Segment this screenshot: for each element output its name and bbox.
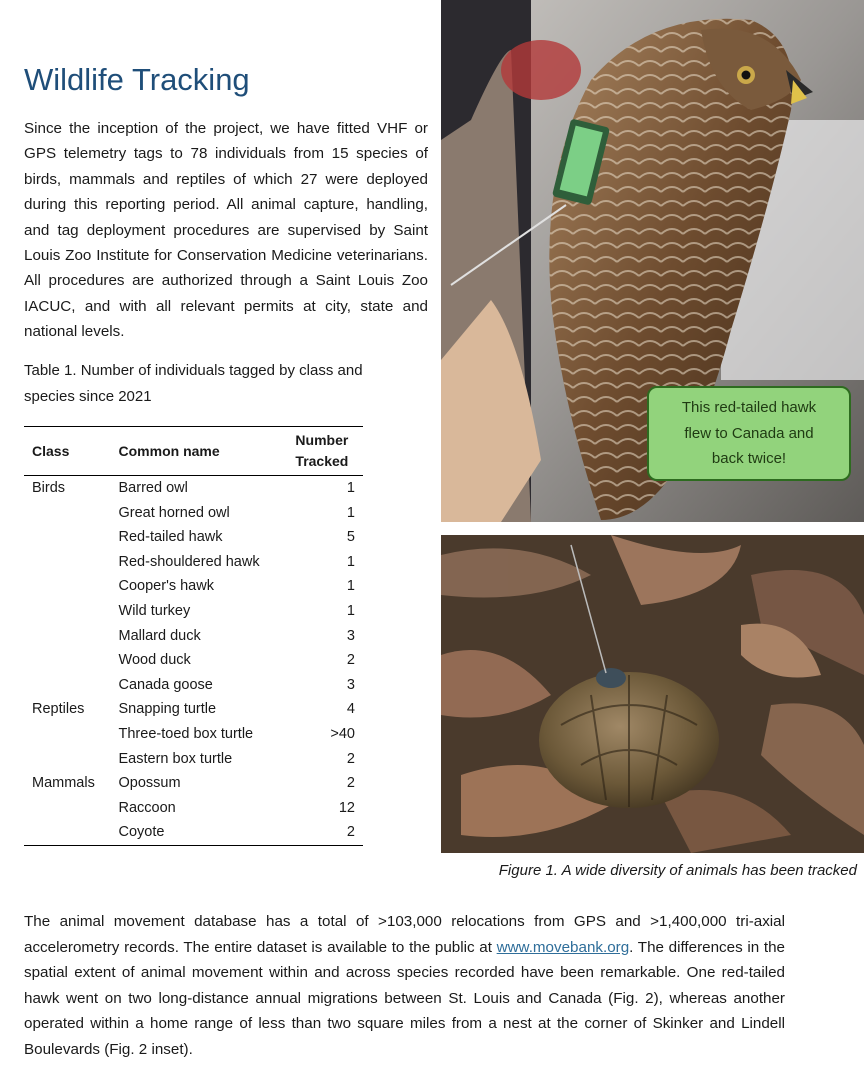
table-row: [24, 525, 363, 550]
table-row: [24, 796, 363, 821]
cell-class: [24, 599, 111, 624]
table-row: [24, 501, 363, 526]
cell-class: [24, 525, 111, 550]
cell-number-tracked: 1: [346, 480, 355, 496]
header-number-tracked: Number Tracked: [291, 427, 363, 476]
cell-class: [24, 673, 111, 698]
cell-class: [24, 574, 111, 599]
table-row: [24, 599, 363, 624]
cell-class: Mammals: [32, 775, 95, 792]
header-common-name: Common name: [111, 427, 292, 476]
cell-class: [24, 624, 111, 649]
cell-number-tracked: 1: [346, 578, 355, 595]
database-paragraph: The animal movement database has a total of >103,000 relocations from GPS and >1,400,000 tri-axial accelerometry records. The entire dataset is available to the public at www.movebank.org. The differences in the spatial extent of animal movement within and across species recorded have been remarkable. One red-tailed hawk went on two long-distance annual migrations between St. Louis and Canada (Fig. 2), whereas another operated within a home range of less than two square miles from a nest at the corner of Skinker and Lindell Boulevards (Fig. 2 inset).: [24, 913, 785, 1058]
cell-common-name: Eastern box turtle: [118, 750, 233, 767]
movebank-link[interactable]: www.movebank.org: [496, 938, 630, 956]
table-caption: Table 1. Number of individuals tagged by class and species since 2021: [24, 362, 363, 405]
table-row: [24, 648, 363, 673]
cell-class: Reptiles: [32, 701, 85, 718]
cell-class: [24, 747, 111, 772]
table-row: [24, 550, 363, 575]
cell-common-name: Wild turkey: [118, 602, 191, 619]
cell-number-tracked: 3: [346, 627, 355, 644]
cell-class: [24, 550, 111, 575]
turtle-photo: [441, 535, 864, 853]
cell-class: [24, 501, 111, 526]
hawk-callout: This red-tailed hawk flew to Canada and back twice!: [647, 386, 851, 481]
table-row: [24, 624, 363, 649]
cell-common-name: Mallard duck: [118, 627, 201, 644]
cell-number-tracked: 12: [338, 799, 355, 816]
cell-common-name: Coyote: [111, 820, 292, 845]
table-row: [24, 771, 363, 796]
intro-paragraph: Since the inception of the project, we have fitted VHF or GPS telemetry tags to 78 individuals from 15 species of birds, mammals and reptiles of which 27 were deployed during this reporting period. All animal capture, handling, and tag deployment procedures are supervised by Saint Louis Zoo Institute for Conservation Medicine veterinarians. All procedures are authorized through a Saint Louis Zoo IACUC, and with all relevant permits at city, state and national levels.: [24, 120, 428, 341]
cell-number-tracked: 1: [346, 602, 355, 619]
header-class: Class: [24, 427, 111, 476]
figure-caption: Figure 1. A wide diversity of animals has been tracked: [498, 862, 857, 879]
table-row: [24, 673, 363, 698]
cell-class: Birds: [32, 480, 66, 496]
cell-number-tracked: 5: [346, 529, 355, 546]
page-title: Wildlife Tracking: [24, 62, 250, 97]
cell-number-tracked: 2: [346, 775, 355, 792]
cell-common-name: Barred owl: [118, 480, 188, 496]
cell-number-tracked: >40: [330, 725, 355, 742]
cell-common-name: Snapping turtle: [118, 701, 217, 718]
table-row: [24, 476, 363, 501]
cell-common-name: Cooper's hawk: [118, 578, 214, 595]
cell-class: [24, 722, 111, 747]
cell-number-tracked: 4: [346, 701, 355, 718]
cell-common-name: Red-tailed hawk: [118, 529, 223, 546]
tracking-table: [24, 426, 363, 846]
table-row: [24, 722, 363, 747]
cell-number-tracked: 2: [346, 750, 355, 767]
table-body: [24, 476, 363, 846]
cell-common-name: Red-shouldered hawk: [118, 553, 260, 570]
table-header-row: [24, 427, 363, 476]
cell-class: [24, 820, 111, 845]
cell-number-tracked: 2: [346, 652, 355, 669]
cell-common-name: Wood duck: [118, 652, 191, 669]
cell-common-name: Three-toed box turtle: [118, 725, 254, 742]
cell-common-name: Canada goose: [118, 676, 213, 693]
cell-common-name: Opossum: [118, 775, 181, 792]
table-row: [24, 697, 363, 722]
cell-common-name: Raccoon: [118, 799, 176, 816]
cell-number-tracked: 1: [346, 504, 355, 521]
cell-number-tracked: 2: [291, 820, 363, 845]
table-row: [24, 820, 363, 845]
cell-common-name: Great horned owl: [118, 504, 230, 521]
cell-class: [24, 648, 111, 673]
cell-class: [24, 796, 111, 821]
table-row: [24, 747, 363, 772]
cell-number-tracked: 3: [346, 676, 355, 693]
cell-number-tracked: 1: [346, 553, 355, 570]
table-row: [24, 574, 363, 599]
